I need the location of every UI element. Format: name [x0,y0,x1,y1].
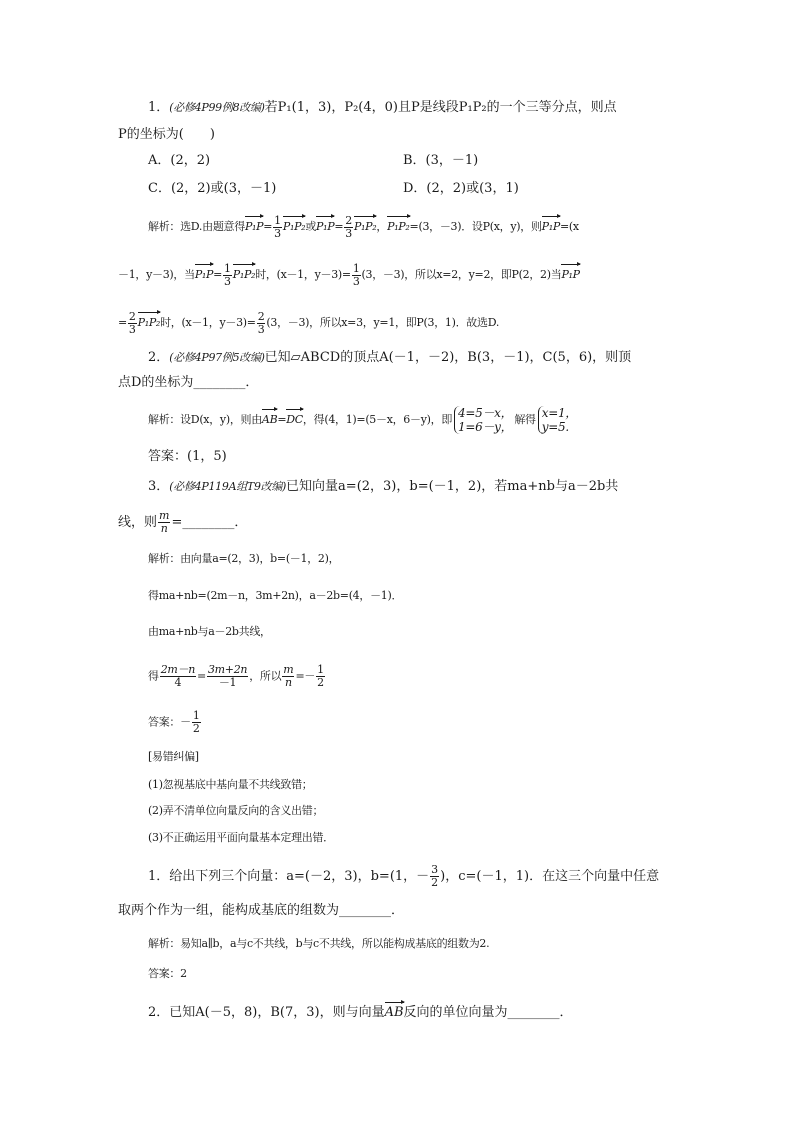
q3-stem-line1 [148,478,618,496]
e1-stem-line2: 取两个作为一组，能构成基底的组数为________． [118,903,405,918]
q1-stem-line1 [148,99,617,117]
errors-title: [易错纠偏] [148,750,199,763]
q1-sol-text: 解析：选D.由题意得 [148,220,245,233]
e2-stem: 2．已知A(－5，8)，B(7，3)，则与向量AB反向的单位向量为________． [148,1000,573,1022]
q1-stem-line2: P的坐标为( ) [118,127,215,142]
q3-number: 3． [148,479,170,494]
q1-solution-line1: 解析：选D.由题意得P₁P= $\frac{1}{3}$ P₁P₂或P₁P= $\frac{2}{3}$ P₁P₂，P₁P₂=(3，－3)．设P(x，y)，则P₁P=(x [148,213,579,240]
vector-dc: DC [286,407,303,429]
q3-solution-2: 得ma+nb=(2m－n，3m+2n)，a－2b=(4，－1)． [148,589,403,602]
vector-p1p: P₁P [542,214,560,236]
q3-solution-4: 得 $\frac{2m-n}{4}$ = $\frac{3m+2n}{-1}$ ，所以 $\frac{m}{n}$ =－ $\frac{1}{2}$ [148,663,324,689]
fraction-one-half: $\frac{1}{2}$ [192,709,200,735]
q2-sol-text: 解析：设D(x，y)，则由 [148,413,262,426]
fraction-m-over-n: $\frac{m}{n}$ [159,509,170,535]
q1-number: 1． [148,100,170,115]
errors-item-2: (2)弄不清单位向量反向的含义出错； [148,804,324,817]
e1-stem-line1: 1．给出下列三个向量：a=(－2，3)，b=(1，－ $\frac{3}{2}$ )，c=(－1，1)．在这三个向量中任意 [148,863,660,889]
fraction-one-half: $\frac{1}{2}$ [317,663,324,689]
q1-sol-text: 时，(x－1，y－3)= [255,268,351,281]
q2-answer: 答案：(1，5) [148,449,227,464]
fraction-m-over-n: $\frac{m}{n}$ [283,663,294,689]
q3-solution-1: 解析：由向量a=(2，3)，b=(－1，2)， [148,552,340,565]
q2-solution: 解析：设D(x，y)，则由AB=DC，得(4，1)=(5－x，6－y)，即 4=5－x， 1=6－y， 解得 x=1， y=5. [148,406,578,434]
vector-p1p2: P₁P₂ [283,214,305,236]
fraction-three-halves: $\frac{3}{2}$ [431,863,439,889]
errors-item-1: (1)忽视基底中基向量不共线致错； [148,778,313,791]
fraction-two-thirds: $\frac{2}{3}$ [345,213,352,240]
fraction-one-third: $\frac{1}{3}$ [224,261,231,288]
vector-p1p2: P₁P₂ [233,262,255,284]
q2-stem-line1 [148,349,631,367]
q1-sol-text: =(3，－3)．设P(x，y)，则 [409,220,542,233]
q1-source: (必修4P99例8改编) [169,101,265,114]
fraction-left: $\frac{2m-n}{4}$ [160,663,196,689]
q1-option-b: B．(3，－1) [403,153,479,168]
q1-sol-text: 或 [305,220,317,233]
vector-p1p: P₁P [195,262,213,284]
fraction-right: $\frac{3m+2n}{-1}$ [207,663,248,689]
fraction-two-thirds: $\frac{2}{3}$ [128,309,136,336]
fraction-one-third: $\frac{1}{3}$ [352,261,360,288]
vector-p1p2: P₁P₂ [138,310,160,332]
q1-sol-text: (3，－3)，所以x=3，y=1，即P(3，1)．故选D. [266,316,500,329]
vector-p1p2: P₁P₂ [354,214,376,236]
vector-ab: AB [262,407,277,429]
q1-sol-text: (3，－3)，所以x=2，y=2，即P(2，2)当 [361,268,562,281]
q2-stem-line2: 点D的坐标为________． [118,375,259,390]
q1-sol-text: 时，(x－1，y－3)= [160,316,256,329]
vector-p1p: P₁P [245,214,263,236]
q1-sol-text: =(x [559,220,579,233]
q1-option-a: A．(2，2) [148,153,211,168]
vector-p1p: P₁P [561,262,579,284]
vector-ab: AB [385,1000,404,1022]
q3-source: (必修4P119A组T9改编) [169,480,287,493]
e1-solution: 解析：易知a∥b，a与c不共线，b与c不共线，所以能构成基底的组数为2. [148,937,490,950]
q3-solution-3: 由ma+nb与a－2b共线， [148,625,271,638]
q3-stem-line2: 线，则 $\frac{m}{n}$ =________． [118,509,248,535]
q2-sol-text: ，得(4，1)=(5－x，6－y)，即 [302,413,453,426]
q1-option-d: D．(2，2)或(3，1) [403,181,519,196]
fraction-one-third: $\frac{1}{3}$ [274,213,281,240]
fraction-two-thirds: $\frac{2}{3}$ [257,309,265,336]
vector-b-value: (1，－ $\frac{3}{2}$ ) [389,863,446,889]
q1-stem: 若P₁(1，3)，P₂(4，0)且P是线段P₁P₂的一个三等分点，则点 [264,100,617,115]
q1-solution-line2: －1，y－3)，当P₁P= $\frac{1}{3}$ P₁P₂时，(x－1，y－3)= $\frac{1}{3}$ (3，－3)，所以x=2，y=2，即P(2，2)当P₁P [118,261,580,288]
q1-option-c: C．(2，2)或(3，－1) [148,181,277,196]
e1-answer: 答案：2 [148,967,187,980]
q2-number: 2． [148,350,170,365]
vector-p1p: P₁P [316,214,334,236]
solution-system: x=1， y=5. [538,406,577,434]
q1-sol-text: ， [376,220,388,233]
q2-source: (必修4P97例5改编) [169,351,265,364]
q3-stem: 已知向量a=(2，3)，b=(－1，2)，若ma+nb与a－2b共 [286,479,619,494]
q1-sol-text: －1，y－3)，当 [118,268,195,281]
equation-system: 4=5－x， 1=6－y， [454,406,512,434]
q2-sol-text: 解得 [514,413,536,426]
q1-solution-line3: = $\frac{2}{3}$ P₁P₂时，(x－1，y－3)= $\frac{2}{3}$ (3，－3)，所以x=3，y=1，即P(3，1)．故选D. [118,309,500,336]
vector-p1p2: P₁P₂ [387,214,409,236]
q2-stem: 已知▱ABCD的顶点A(－1，－2)，B(3，－1)，C(5，6)，则顶 [264,350,632,365]
q3-answer: 答案：－ $\frac{1}{2}$ [148,709,200,735]
errors-item-3: (3)不正确运用平面向量基本定理出错． [148,831,334,844]
